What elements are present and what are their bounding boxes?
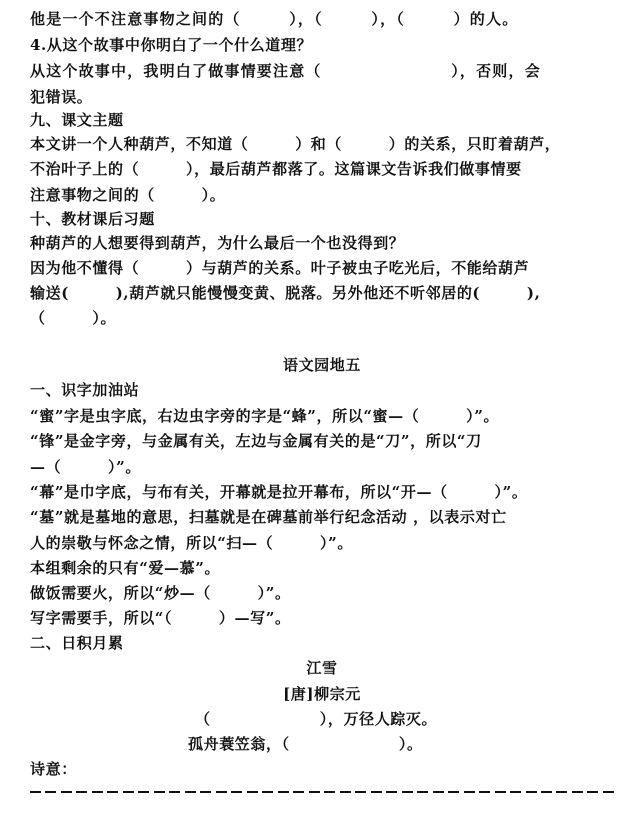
dash	[185, 791, 196, 793]
dash	[247, 791, 258, 793]
dash	[603, 791, 614, 793]
text-line: —（ ）”。	[30, 458, 141, 476]
text-line: 写字需要手，所以“（ ）—写”。	[30, 609, 291, 627]
section-heading: 九、课文主题	[30, 111, 124, 129]
dash	[402, 791, 413, 793]
dash	[448, 791, 459, 793]
text-line: 犯错误。	[30, 88, 93, 106]
text-line: “蜜”字是虫字底，右边虫字旁的字是“蜂”，所以“蜜—（ ）”。	[30, 407, 500, 425]
poem-title: 江雪	[306, 659, 338, 677]
text-line: “锋”是金字旁，与金属有关，左边与金属有关的是“刀”，所以“刀	[30, 432, 482, 450]
dash	[510, 791, 521, 793]
dash	[200, 791, 211, 793]
poem-author: [唐]柳宗元	[283, 685, 361, 703]
dash	[231, 791, 242, 793]
text-line: “幕”是巾字底，与布有关，开幕就是拉开幕布，所以“开—（ ）”。	[30, 483, 528, 501]
text-line: 因为他不懂得（ ）与葫芦的关系。叶子被虫子吃光后，不能给葫芦	[30, 259, 530, 277]
text-line: 注意事物之间的（ ）。	[30, 186, 226, 204]
dash	[371, 791, 382, 793]
dash	[541, 791, 552, 793]
dash	[61, 791, 72, 793]
dash	[76, 791, 87, 793]
dash	[324, 791, 335, 793]
dash	[45, 791, 56, 793]
dash	[355, 791, 366, 793]
page-title: 语文园地五	[282, 356, 361, 374]
text-line: “墓”就是墓地的意思，扫墓就是在碑墓前举行纪念活动 ，以表示对亡	[30, 508, 507, 526]
dash	[293, 791, 304, 793]
text-line: 本文讲一个人种葫芦，不知道（ ）和（ ）的关系，只盯着葫芦，	[30, 135, 561, 153]
answer-dash-line	[30, 785, 614, 799]
dash	[417, 791, 428, 793]
dash	[386, 791, 397, 793]
dash	[278, 791, 289, 793]
text-line: 人的崇敬与怀念之情，所以“扫—（ ）”。	[30, 534, 353, 552]
section-heading: 一、识字加油站	[30, 381, 140, 399]
text-line: 他是一个不注意事物之间的（ ），（ ），（ ）的人。	[30, 10, 519, 28]
dash	[464, 791, 475, 793]
dash	[169, 791, 180, 793]
text-line: 做饭需要火，所以“炒—（ ）”。	[30, 584, 291, 602]
section-heading: 二、日积月累	[30, 634, 124, 652]
dash	[138, 791, 149, 793]
dash	[107, 791, 118, 793]
poem-line: 孤舟蓑笠翁，（ ）。	[188, 735, 423, 753]
text-line: 输送( ),葫芦就只能慢慢变黄、脱落。另外他还不听邻居的( ),	[30, 284, 541, 302]
poem-meaning-label: 诗意：	[30, 760, 77, 778]
dash	[433, 791, 444, 793]
dash	[556, 791, 567, 793]
dash	[123, 791, 134, 793]
dash	[495, 791, 506, 793]
section-heading: 十、教材课后习题	[30, 210, 155, 228]
dash	[309, 791, 320, 793]
dash	[92, 791, 103, 793]
dash	[262, 791, 273, 793]
dash	[340, 791, 351, 793]
dash	[526, 791, 537, 793]
text-line: 从这个故事中，我明白了做事情要注意（ ），否则，会	[30, 62, 541, 80]
dash	[587, 791, 598, 793]
dash	[572, 791, 583, 793]
dash	[216, 791, 227, 793]
dash	[154, 791, 165, 793]
dash	[30, 791, 41, 793]
question-heading: 4.从这个故事中你明白了一个什么道理？	[30, 36, 313, 54]
question-heading: 种葫芦的人想要得到葫芦，为什么最后一个也没得到？	[30, 234, 405, 252]
text-line: （ ）。	[30, 309, 117, 327]
dash	[479, 791, 490, 793]
text-line: 不治叶子上的（ ），最后葫芦都落了。这篇课文告诉我们做事情要	[30, 160, 522, 178]
poem-line: （ ），万径人踪灭。	[195, 710, 438, 728]
text-line: 本组剩余的只有“爱—慕”。	[30, 559, 221, 577]
